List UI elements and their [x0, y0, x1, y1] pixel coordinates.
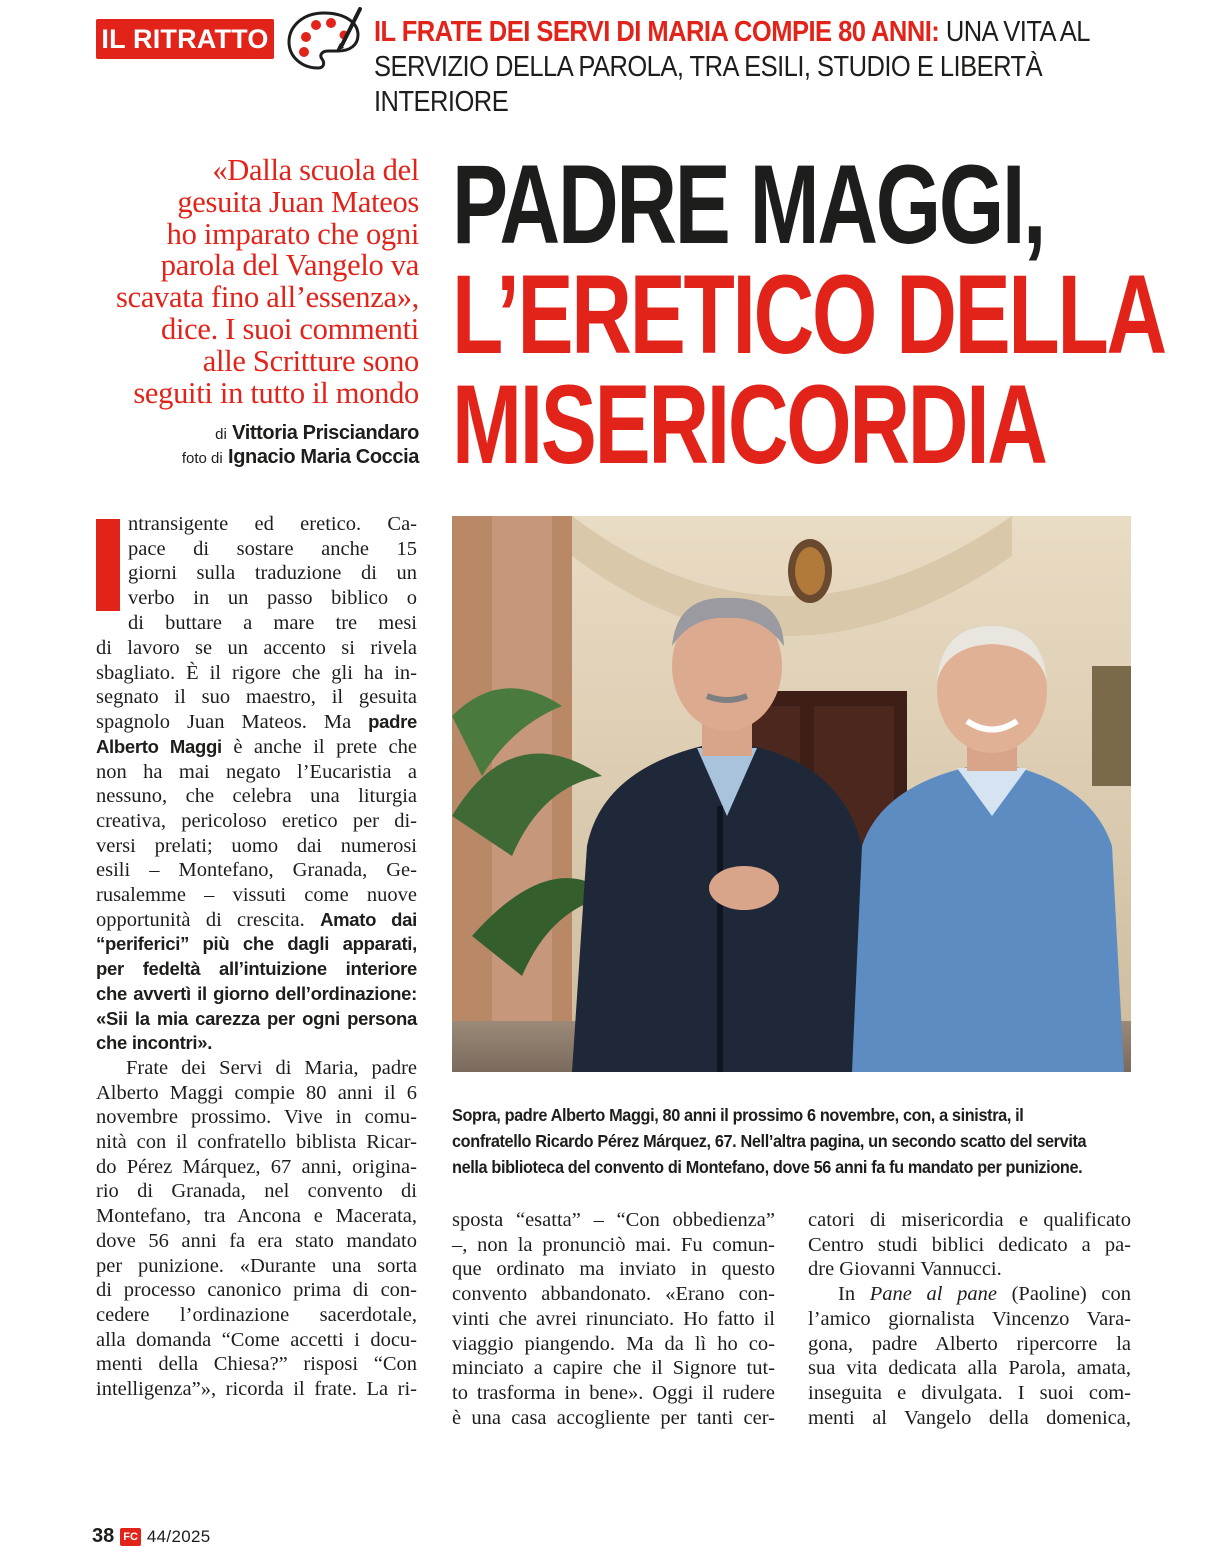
column-2: sposta “esatta” – “Con obbedienza” –, non la pronunciò mai. Fu comun- que ordinato ma inviato in questo convento abbandonato. «Erano con- vinti che avrei rinunciato. Ho fatto il viaggio piangendo. Ma da lì ho co- minciato a capire che il Signore tut- to trasforma in bene». Oggi il rudere è una casa accogliente per tanti cer-: [452, 1209, 775, 1429]
headline-line-1: PADRE MAGGI,: [452, 142, 1045, 267]
column-1: di lavoro se un accento si rivela sbagliato. È il rigore che gli ha in- segnato il suo maestro, il gesuita spagnolo Juan Mateos. Ma padre Alberto Maggi è anche il prete che non ha mai negato l’Eucaristia a nessuno, che celebra una liturgia creativa, pericoloso eretico per di- versi prelati; uomo dai numerosi esili – Montefano, Granada, Ge- rusalemme – vissuti come nuove opportunità di crescita. Amato dai “periferici” più che dagli apparati, per fedeltà all’intuizione interiore che avvertì il giorno dell’ordinazione: «Sii la mia carezza per ogni persona che incontri». Frate dei Servi di Maria, padre Alberto Maggi compie 80 anni il 6 novembre prossimo. Vive in comu- nità con il confratello biblista Ricar- do Pérez Márquez, 67 anni, origina- rio di Granada, nel convento di Montefano, tra Ancona e Macerata, dove 56 anni fa era stato mandato per punizione. «Durante una sorta di processo canonico prima di con- cedere l’ordinazione sacerdotale, alla domanda “Come accetti i docu- menti della Chiesa?” risposi “Con intelligenza”», ricorda il frate. La ri-: [96, 637, 418, 1401]
quote-line: gesuita Juan Mateos: [177, 184, 419, 219]
photographer-name: Ignacio Maria Coccia: [228, 446, 419, 468]
page-folio: [92, 1525, 210, 1548]
quote-line: ho imparato che ogni: [166, 216, 419, 251]
drop-cap-i: [96, 519, 120, 611]
quote-line: seguiti in tutto il mondo: [133, 375, 419, 410]
magazine-logo: FC: [120, 1528, 141, 1546]
headline-line-3: MISERICORDIA: [452, 362, 1046, 487]
page-number: 38: [92, 1525, 115, 1547]
photo-byline: foto di Ignacio Maria Coccia: [181, 446, 419, 468]
quote-line: alle Scritture sono: [202, 343, 419, 378]
author-name: Vittoria Prisciandaro: [232, 422, 419, 444]
column-1-dropcap: ntransigente ed eretico. Ca- pace di sostare anche 15 giorni sulla traduzione di un verbo in un passo biblico o di buttare a mare tre mesi: [128, 513, 417, 634]
photo-caption: Sopra, padre Alberto Maggi, 80 anni il prossimo 6 novembre, con, a sinistra, il confratello Ricardo Pérez Márquez, 67. Nell’altra pagina, un secondo scatto del servita nella biblioteca del convento di Montefano, dove 56 anni fa fu mandato per punizione.: [452, 1105, 1087, 1177]
article-photo: [452, 516, 1131, 1072]
palette-icon: [284, 5, 364, 75]
quote-line: dice. I suoi commenti: [161, 311, 419, 346]
strap-line-2: SERVIZIO DELLA PAROLA, TRA ESILI, STUDIO E LIBERTÀ INTERIORE: [374, 51, 1043, 118]
header-strapline: [374, 15, 1157, 120]
strap-highlight: IL FRATE DEI SERVI DI MARIA COMPIE 80 ANNI:: [374, 16, 940, 48]
column-3: catori di misericordia e qualificato Centro studi biblici dedicato a pa- dre Giovanni Vannucci. In Pane al pane (Paoline) con l’amico giornalista Vincenzo Vara- gona, padre Alberto ripercorre la sua vita dedicata alla Parola, amata, inseguita e divulgata. I suoi com- menti al Vangelo della domenica,: [808, 1209, 1132, 1429]
issue-number: 44/2025: [146, 1526, 211, 1546]
quote-line: parola del Vangelo va: [160, 248, 419, 283]
pull-quote: [92, 155, 419, 409]
quote-line: scavata fino all’essenza»,: [116, 280, 419, 315]
quote-line: «Dalla scuola del: [212, 153, 419, 187]
headline-line-2: L’ERETICO DELLA: [452, 252, 1165, 377]
author-byline: di Vittoria Prisciandaro: [215, 422, 419, 444]
headline: [452, 142, 1165, 487]
section-tag: IL RITRATTO: [96, 19, 274, 59]
strap-text: UNA VITA AL: [939, 16, 1090, 48]
